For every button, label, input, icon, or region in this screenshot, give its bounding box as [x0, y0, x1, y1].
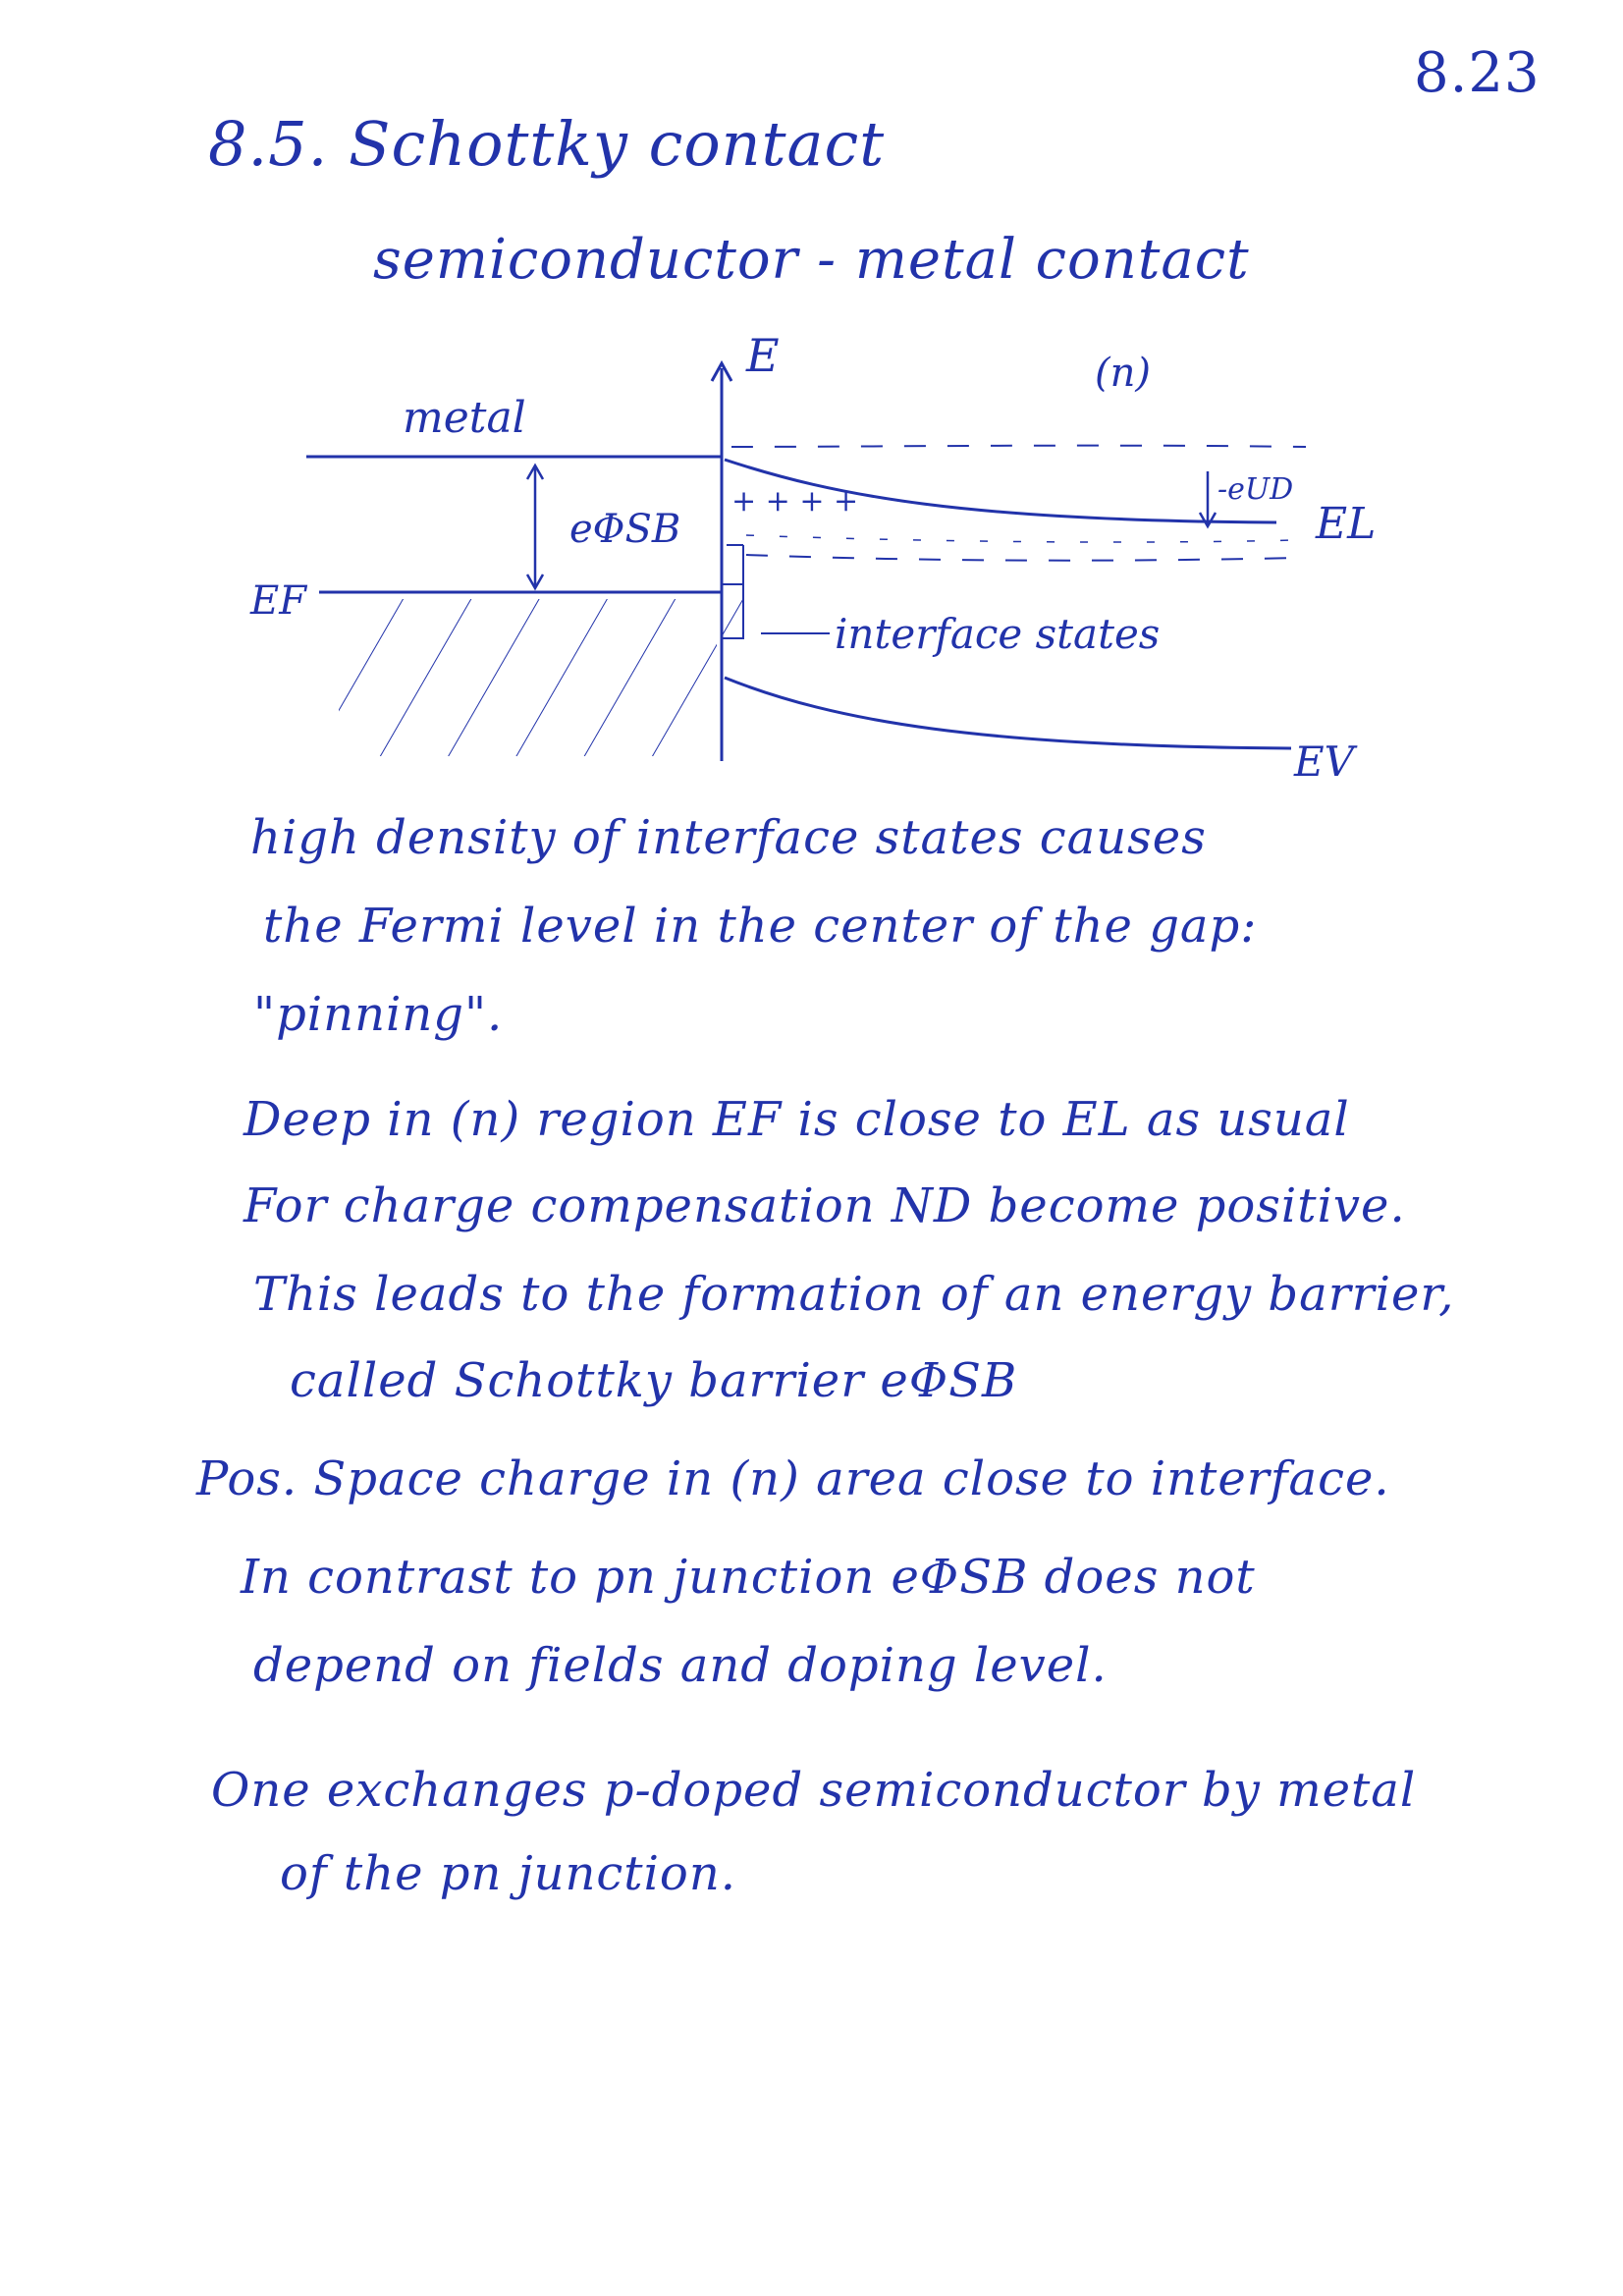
energy-axis-label: E [746, 329, 780, 382]
section-subtitle: semiconductor - metal contact [373, 228, 1250, 292]
ud-label: -eUD [1217, 472, 1294, 507]
text-line-9: In contrast to pn junction eΦSB does not [241, 1550, 1256, 1605]
text-line-5: For charge compensation ND become positive. [243, 1178, 1406, 1233]
filled-states-hatch [339, 599, 717, 756]
conduction-band-label: EL [1316, 499, 1377, 549]
text-line-4: Deep in (n) region EF is close to EL as usual [243, 1092, 1350, 1147]
dashed-reference-upper [731, 446, 1306, 447]
barrier-label: eΦSB [569, 507, 681, 552]
text-line-8: Pos. Space charge in (n) area close to interface. [196, 1451, 1390, 1506]
dashed-midgap-line [746, 535, 1296, 542]
text-line-3: "pinning". [253, 987, 504, 1042]
text-line-1: high density of interface states causes [250, 810, 1207, 865]
band-diagram [0, 314, 1623, 786]
text-line-7: called Schottky barrier eΦSB [290, 1353, 1018, 1408]
text-line-2: the Fermi level in the center of the gap: [263, 899, 1258, 954]
page-number: 8.23 [1414, 41, 1541, 105]
fermi-level-label: EF [250, 578, 306, 624]
text-line-10: depend on fields and doping level. [253, 1638, 1108, 1693]
space-charge-label: + + + + [731, 484, 859, 519]
valence-band-label: EV [1294, 738, 1354, 786]
interface-states-label: interface states [835, 610, 1161, 658]
interface-states-block [722, 584, 743, 638]
metal-label: metal [403, 393, 526, 443]
text-line-11: One exchanges p-doped semiconductor by metal [211, 1763, 1417, 1818]
valence-band [725, 678, 1291, 748]
text-line-6: This leads to the formation of an energy barrier, [253, 1267, 1455, 1322]
dashed-fermi-semiconductor [746, 555, 1296, 561]
n-region-label: (n) [1095, 351, 1151, 396]
section-title: 8.5. Schottky contact [208, 108, 886, 180]
text-line-12: of the pn junction. [280, 1846, 736, 1901]
